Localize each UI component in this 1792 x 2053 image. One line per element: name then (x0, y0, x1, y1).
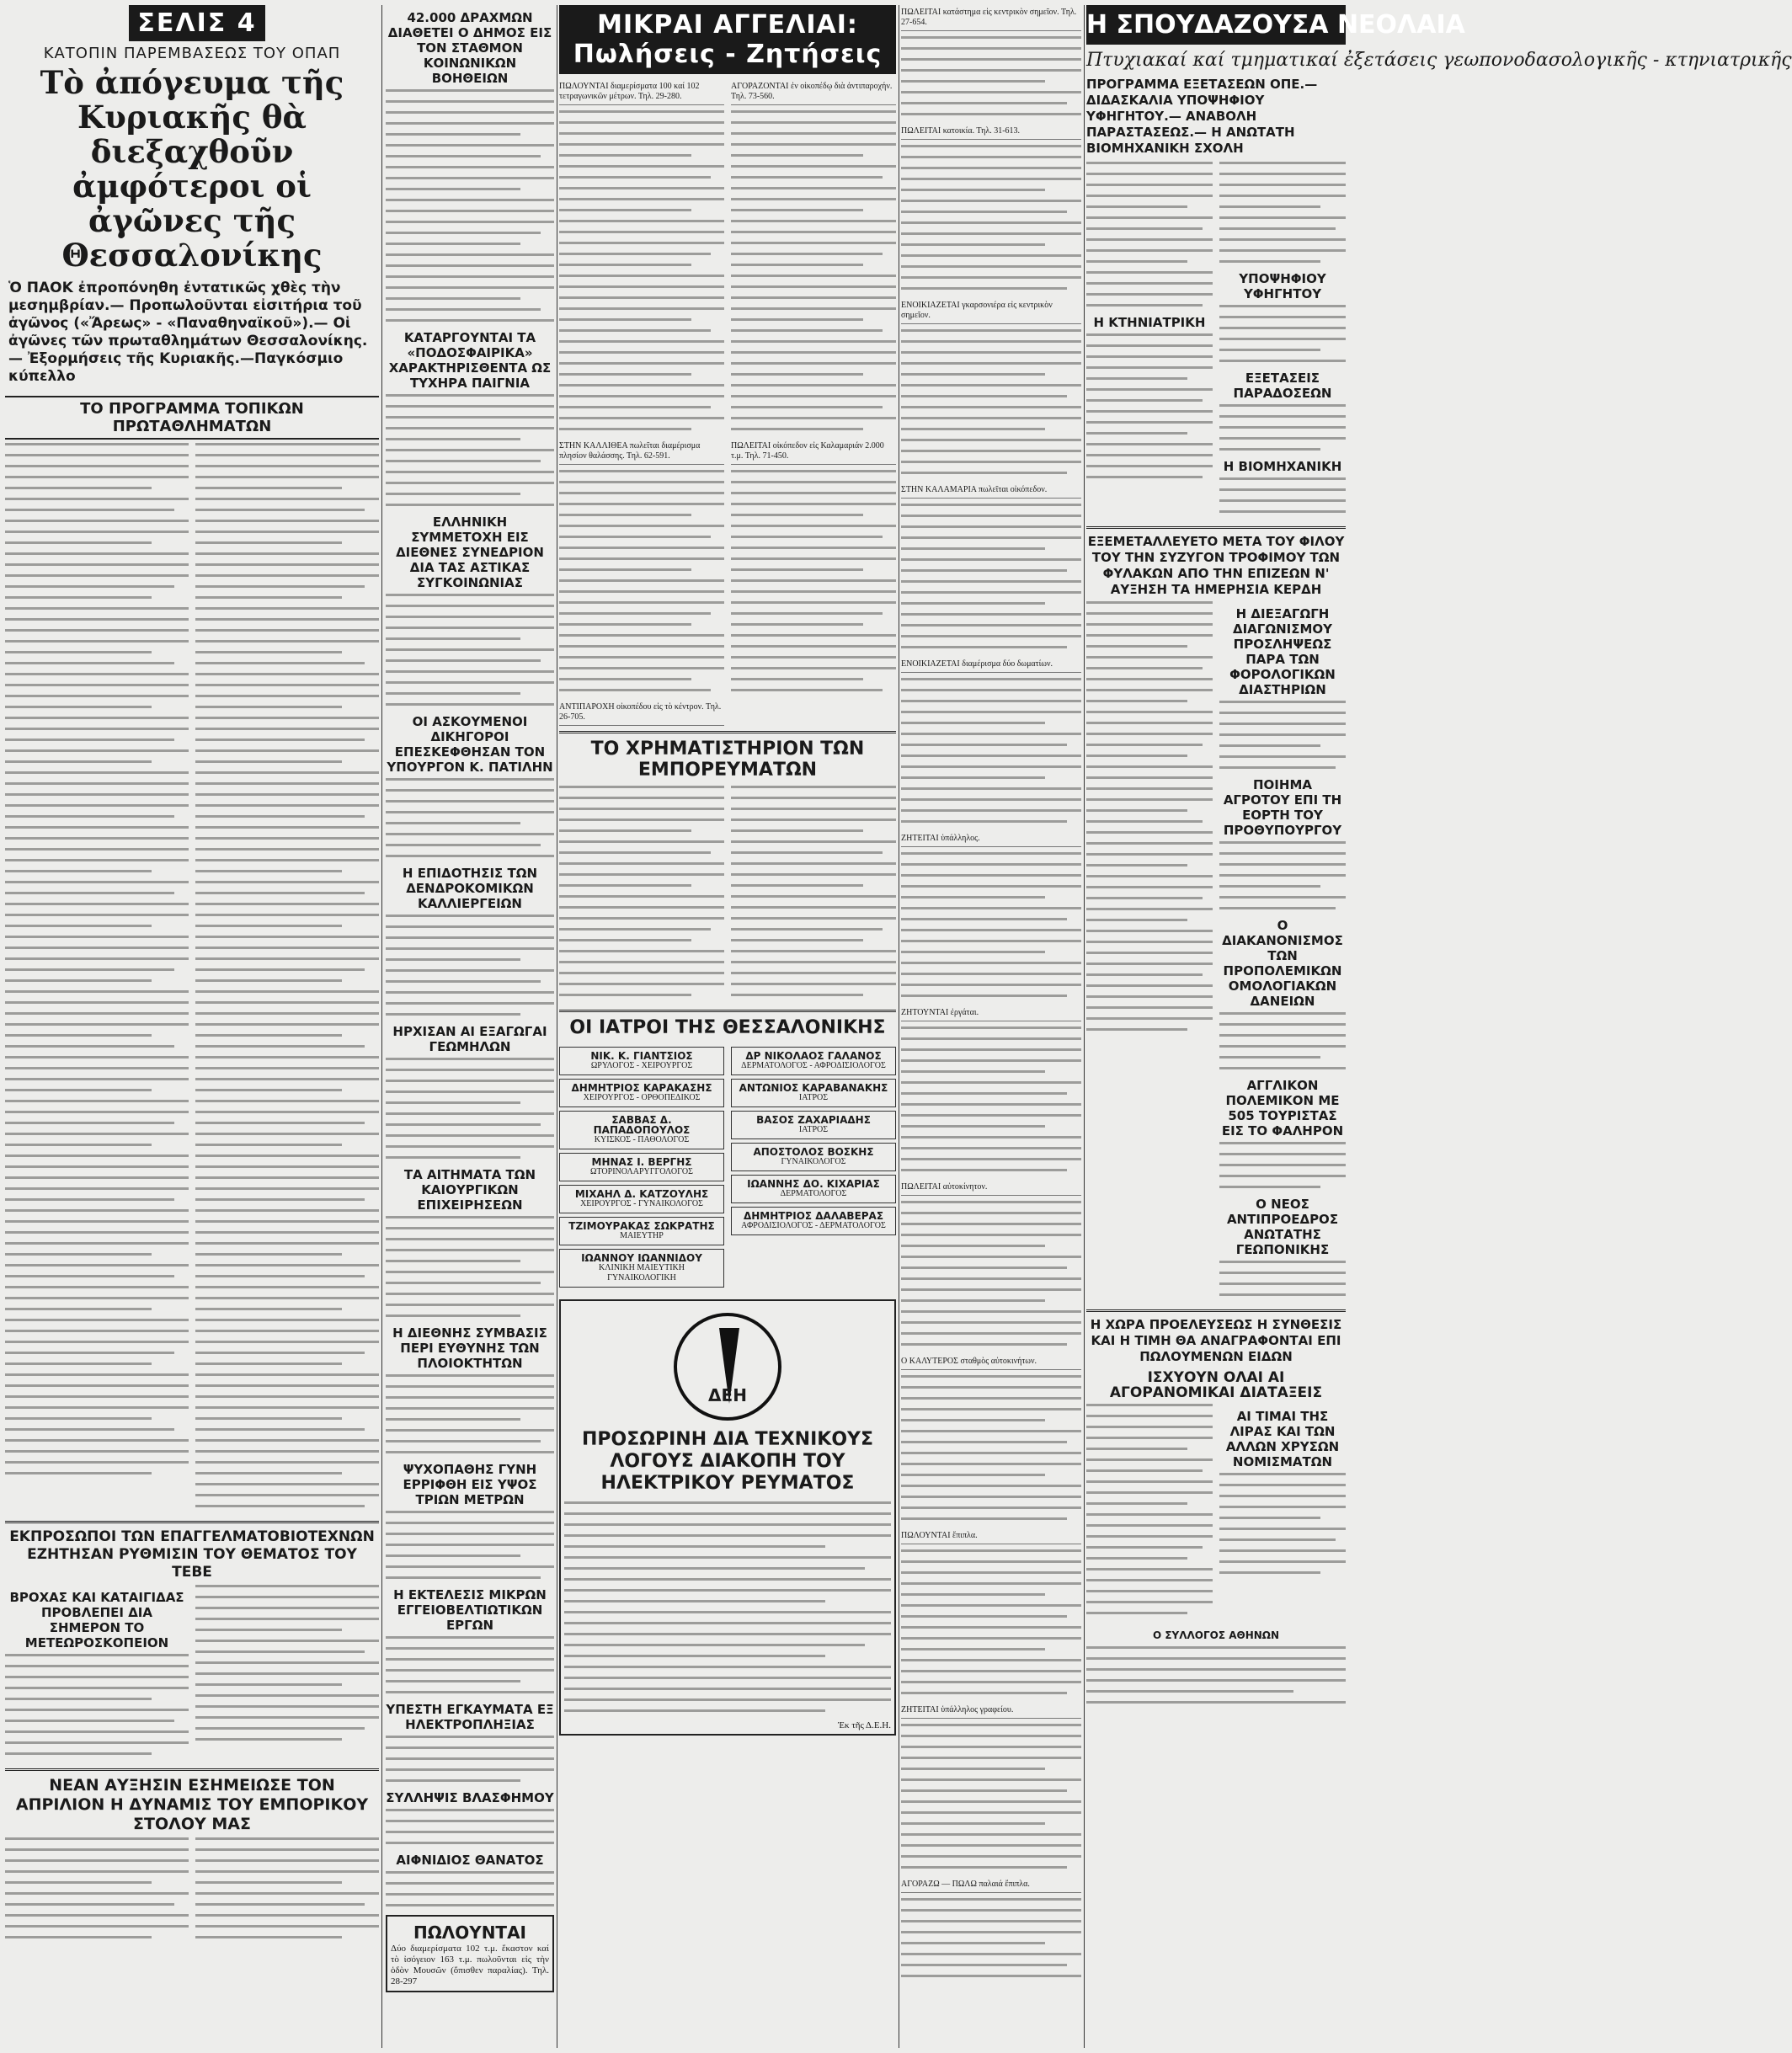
notice-signature: Ἐκ τῆς Δ.Ε.Η. (837, 1720, 891, 1730)
dei-logo-icon: ΔΕΗ (674, 1313, 781, 1421)
origin-labeling-subhead: ΙΣΧΥΟΥΝ ΟΛΑΙ ΑΙ ΑΓΟΡΑΝΟΜΙΚΑΙ ΔΙΑΤΑΞΕΙΣ (1109, 1369, 1323, 1401)
education-deck: Πτυχιακαί καί τμηματικαί ἐξετάσεις γεωπονοδασολογικῆς - κτηνιατρικῆς (1086, 50, 1792, 71)
doctor-card: ΤΖΙΜΟΥΡΑΚΑΣ ΣΩΚΡΑΤΗΣ ΜΑΙΕΥΤΗΡ (559, 1217, 724, 1245)
classified-ad: ΣΤΗΝ ΚΑΛΛΙΘΕΑ πωλεῖται διαμέρισμα πλησίον θαλάσσης. Τηλ. 62-591. (559, 439, 724, 465)
news-headline-1: 42.000 ΔΡΑΧΜΩΝ ΔΙΑΘΕΤΕΙ Ο ΔΗΜΟΣ ΕΙΣ ΤΟΝ ΣΤΑΘΜΟΝ ΚΟΙΝΩΝΙΚΩΝ ΒΟΗΘΕΙΩΝ (387, 10, 552, 86)
doctor-card: ΜΗΝΑΣ Ι. ΒΕΡΓΗΣ ΩΤΟΡΙΝΟΛΑΡΥΓΓΟΛΟΓΟΣ (559, 1153, 724, 1181)
small-ad: ΣΤΗΝ ΚΑΛΑΜΑΡΙΑ πωλεῖται οἰκόπεδον. (901, 483, 1081, 499)
side-headline: ΠΟΙΗΜΑ ΑΓΡΟΤΟΥ ΕΠΙ ΤΗ ΕΟΡΤΗ ΤΟΥ ΠΡΟΘΥΠΟΥΡΓΟΥ (1223, 777, 1342, 838)
masthead-page-number: ΣΕΛΙΣ 4 (129, 5, 265, 41)
doctor-card: ΝΙΚ. Κ. ΓΙΑΝΤΣΙΟΣ ΩΡΥΛΟΓΟΣ - ΧΕΙΡΟΥΡΓΟΣ (559, 1047, 724, 1075)
power-cut-notice (559, 1299, 896, 1736)
news-headline-9: ΨΥΧΟΠΑΘΗΣ ΓΥΝΗ ΕΡΡΙΦΘΗ ΕΙΣ ΥΨΟΣ ΤΡΙΩΝ ΜΕΤΡΩΝ (403, 1462, 537, 1507)
column-news (386, 5, 554, 2048)
bottom-ad-text: Δύο διαμερίσματα 102 τ.μ. ἕκαστον καί τὸ ἰσόγειον 163 τ.μ. πωλοῦνται εἰς τὴν ὁδὸν Μουσῶν (ὄπισθεν παραλίας). Τηλ. 28-297 (391, 1944, 549, 1986)
doctor-card: ΔΗΜΗΤΡΙΟΣ ΔΑΛΑΒΕΡΑΣ ΑΦΡΟΔΙΣΙΟΛΟΓΟΣ - ΔΕΡΜΑΤΟΛΟΓΟΣ (731, 1207, 896, 1235)
classifieds-banner: ΜΙΚΡΑΙ ΑΓΓΕΛΙΑΙ: Πωλήσεις - Ζητήσεις (559, 5, 896, 74)
news-headline-13: ΑΙΦΝΙΔΙΟΣ ΘΑΝΑΤΟΣ (396, 1853, 544, 1868)
kicker-candidate: ΥΠΟΨΗΦΙΟΥ ΥΦΗΓΗΤΟΥ (1239, 271, 1326, 301)
kicker-veterinary: Η ΚΤΗΝΙΑΤΡΙΚΗ (1093, 315, 1206, 330)
side-headline: Ο ΔΙΑΚΑΝΟΝΙΣΜΟΣ ΤΩΝ ΠΡΟΠΟΛΕΜΙΚΩΝ ΟΜΟΛΟΓΙΑΚΩΝ ΔΑΝΕΙΩΝ (1222, 918, 1343, 1009)
education-banner: Η ΣΠΟΥΔΑΖΟΥΣΑ ΝΕΟΛΑΙΑ (1086, 5, 1346, 45)
doctor-card: ΒΑΣΟΣ ΖΑΧΑΡΙΑΔΗΣ ΙΑΤΡΟΣ (731, 1111, 896, 1139)
small-ad: ΖΗΤΕΙΤΑΙ ὑπάλληλος. (901, 831, 1081, 847)
doctor-card: ΜΙΧΑΗΛ Δ. ΚΑΤΖΟΥΛΗΣ ΧΕΙΡΟΥΡΓΟΣ - ΓΥΝΑΙΚΟΛΟΓΟΣ (559, 1185, 724, 1213)
news-headline-6: ΗΡΧΙΣΑΝ ΑΙ ΕΞΑΓΩΓΑΙ ΓΕΩΜΗΛΩΝ (392, 1024, 547, 1054)
small-ad: ΕΝΟΙΚΙΑΖΕΤΑΙ διαμέρισμα δύο δωματίων. (901, 657, 1081, 673)
stock-exchange-heading: ΤΟ ΧΡΗΜΑΤΙΣΤΗΡΙΟΝ ΤΩΝ ΕΜΠΟΡΕΥΜΑΤΩΝ (590, 739, 865, 781)
merchant-fleet-headline: ΝΕΑΝ ΑΥΞΗΣΙΝ ΕΣΗΜΕΙΩΣΕ ΤΟΝ ΑΠΡΙΛΙΟΝ Η ΔΥΝΑΜΙΣ ΤΟΥ ΕΜΠΟΡΙΚΟΥ ΣΤΟΛΟΥ ΜΑΣ (15, 1776, 369, 1833)
news-headline-3: ΕΛΛΗΝΙΚΗ ΣΥΜΜΕΤΟΧΗ ΕΙΣ ΔΙΕΘΝΕΣ ΣΥΝΕΔΡΙΟΝ ΔΙΑ ΤΑΣ ΑΣΤΙΚΑΣ ΣΥΓΚΟΙΝΩΝΙΑΣ (396, 515, 544, 590)
doctor-card: ΙΩΑΝΝΗΣ ΔΟ. ΚΙΧΑΡΙΑΣ ΔΕΡΜΑΤΟΛΟΓΟΣ (731, 1175, 896, 1203)
notice-title: ΠΡΟΣΩΡΙΝΗ ΔΙΑ ΤΕΧΝΙΚΟΥΣ ΛΟΓΟΥΣ ΔΙΑΚΟΠΗ ΤΟΥ ΗΛΕΚΤΡΙΚΟΥ ΡΕΥΜΑΤΟΣ (582, 1429, 873, 1494)
association-heading: Ο ΣΥΛΛΟΓΟΣ ΑΘΗΝΩΝ (1152, 1629, 1280, 1641)
gold-prices-headline: ΑΙ ΤΙΜΑΙ ΤΗΣ ΛΙΡΑΣ ΚΑΙ ΤΩΝ ΑΛΛΩΝ ΧΡΥΣΩΝ ΝΟΜΙΣΜΑΤΩΝ (1225, 1409, 1340, 1469)
news-headline-2: ΚΑΤΑΡΓΟΥΝΤΑΙ ΤΑ «ΠΟΔΟΣΦΑΙΡΙΚΑ» ΧΑΡΑΚΤΗΡΙΣΘΕΝΤΑ ΩΣ ΤΥΧΗΡΑ ΠΑΙΓΝΙΑ (388, 330, 552, 391)
doctor-card: ΣΑΒΒΑΣ Δ. ΠΑΠΑΔΟΠΟΥΛΟΣ ΚΥΙΣΚΟΣ - ΠΑΘΟΛΟΓΟΣ (559, 1111, 724, 1149)
small-ad: ΠΩΛΕΙΤΑΙ κατοικία. Τηλ. 31-613. (901, 124, 1081, 140)
classified-ad: ΠΩΛΟΥΝΤΑΙ διαμερίσματα 100 καί 102 τετραγωνικῶν μέτρων. Τηλ. 29-280. (559, 79, 724, 105)
kicker: ΚΑΤΟΠΙΝ ΠΑΡΕΜΒΑΣΕΩΣ ΤΟΥ ΟΠΑΠ (43, 45, 341, 62)
program-heading: ΤΟ ΠΡΟΓΡΑΜΜΑ ΤΟΠΙΚΩΝ ΠΡΩΤΑΘΛΗΜΑΤΩΝ (5, 396, 379, 440)
small-ad: ΕΝΟΙΚΙΑΖΕΤΑΙ γκαρσονιέρα εἰς κεντρικὸν σημεῖον. (901, 298, 1081, 324)
headline-deck: Ὁ ΠΑΟΚ ἐπροπόνηθη ἐντατικῶς χθὲς τὴν μεσημβρίαν.— Προπωλοῦνται εἰσιτήρια τοῦ ἀγῶνος («Ἄρεως» - «Παναθηναϊκοῦ»).— Οἱ ἀγῶνες τῶν πρωταθλημάτων Θεσσαλονίκης.— Ἐξορμήσεις τῆς Κυριακῆς.—Παγκόσμιο κύπελλο (8, 280, 368, 385)
kicker-industrial: Η ΒΙΟΜΗΧΑΝΙΚΗ (1223, 459, 1342, 474)
doctor-card: ΔΗΜΗΤΡΙΟΣ ΚΑΡΑΚΑΣΗΣ ΧΕΙΡΟΥΡΓΟΣ - ΟΡΘΟΠΕΔΙΚΟΣ (559, 1079, 724, 1107)
education-subheads: ΠΡΟΓΡΑΜΜΑ ΕΞΕΤΑΣΕΩΝ ΟΠΕ.— ΔΙΔΑΣΚΑΛΙΑ ΥΠΟΨΗΦΙΟΥ ΥΦΗΓΗΤΟΥ.— ΑΝΑΒΟΛΗ ΠΑΡΑΣΤΑΣΕΩΣ.— Η ΑΝΩΤΑΤΗ ΒΙΟΜΗΧΑΝΙΚΗ ΣΧΟΛΗ (1086, 77, 1318, 156)
news-headline-8: Η ΔΙΕΘΝΗΣ ΣΥΜΒΑΣΙΣ ΠΕΡΙ ΕΥΘΥΝΗΣ ΤΩΝ ΠΛΟΙΟΚΤΗΤΩΝ (392, 1325, 547, 1371)
classified-ad: ΠΩΛΕΙΤΑΙ οἰκόπεδον εἰς Καλαμαριάν 2.000 τ.μ. Τηλ. 71-450. (731, 439, 896, 465)
bottom-ad-heading: ΠΩΛΟΥΝΤΑΙ (413, 1922, 526, 1943)
news-headline-12: ΣΥΛΛΗΨΙΣ ΒΛΑΣΦΗΜΟΥ (386, 1790, 554, 1805)
main-headline: Τὸ ἀπόγευμα τῆς Κυριακῆς θὰ διεξαχθοῦν ἀμφότεροι οἱ ἀγῶνες τῆς Θεσσαλονίκης (40, 64, 344, 274)
column-classifieds (559, 5, 896, 2048)
news-headline-5: Η ΕΠΙΔΟΤΗΣΙΣ ΤΩΝ ΔΕΝΔΡΟΚΟΜΙΚΩΝ ΚΑΛΛΙΕΡΓΕΙΩΝ (402, 866, 538, 911)
small-ad: ΠΩΛΟΥΝΤΑΙ ἔπιπλα. (901, 1528, 1081, 1544)
doctor-card: ΑΝΤΩΝΙΟΣ ΚΑΡΑΒΑΝΑΚΗΣ ΙΑΤΡΟΣ (731, 1079, 896, 1107)
doctor-card: ΑΠΟΣΤΟΛΟΣ ΒΟΣΚΗΣ ΓΥΝΑΙΚΟΛΟΓΟΣ (731, 1143, 896, 1171)
column-small-ads (901, 5, 1081, 2048)
news-headline-7: ΤΑ ΑΙΤΗΜΑΤΑ ΤΩΝ ΚΑΙΟΥΡΓΙΚΩΝ ΕΠΙΧΕΙΡΗΣΕΩΝ (403, 1167, 536, 1213)
side-headline: Η ΔΙΕΞΑΓΩΓΗ ΔΙΑΓΩΝΙΣΜΟΥ ΠΡΟΣΛΗΨΕΩΣ ΠΑΡΑ ΤΩΝ ΦΟΡΟΛΟΓΙΚΩΝ ΔΙΑΣΤΗΡΙΩΝ (1229, 606, 1336, 697)
small-ad: ΖΗΤΕΙΤΑΙ ὑπάλληλος γραφείου. (901, 1703, 1081, 1719)
side-headline: ΑΓΓΛΙΚΟΝ ΠΟΛΕΜΙΚΟΝ ΜΕ 505 ΤΟΥΡΙΣΤΑΣ ΕΙΣ ΤΟ ΦΑΛΗΡΟΝ (1221, 1078, 1344, 1138)
small-ad: ΑΓΟΡΑΖΩ — ΠΩΛΩ παλαιά ἔπιπλα. (901, 1877, 1081, 1893)
small-ad: ΠΩΛΕΙΤΑΙ αὐτοκίνητον. (901, 1180, 1081, 1196)
small-ad: Ο ΚΑΛΥΤΕΡΟΣ σταθμὸς αὐτοκινήτων. (901, 1354, 1081, 1370)
doctors-directory (559, 1043, 896, 1291)
classified-ad: ΑΝΤΙΠΑΡΟΧΗ οἰκοπέδου εἰς τὸ κέντρον. Τηλ. 26-705. (559, 700, 724, 726)
origin-labeling-headline: Η ΧΩΡΑ ΠΡΟΕΛΕΥΣΕΩΣ Η ΣΥΝΘΕΣΙΣ ΚΑΙ Η ΤΙΜΗ ΘΑ ΑΝΑΓΡΑΦΟΝΤΑΙ ΕΠΙ ΠΩΛΟΥΜΕΝΩΝ ΕΙΔΩΝ (1090, 1317, 1342, 1364)
news-headline-11: ΥΠΕΣΤΗ ΕΓΚΑΥΜΑΤΑ ΕΞ ΗΛΕΚΤΡΟΠΛΗΞΙΑΣ (386, 1702, 554, 1732)
kicker-exams: ΕΞΕΤΑΣΕΙΣ ΠΑΡΑΔΟΣΕΩΝ (1233, 371, 1332, 401)
bottom-ad-box (386, 1915, 554, 1992)
sports-article-body (5, 443, 379, 1516)
small-ad: ΠΩΛΕΙΤΑΙ κατάστημα εἰς κεντρικὸν σημεῖον. Τηλ. 27-654. (901, 5, 1081, 31)
column-sports (5, 5, 379, 2048)
news-headline-10: Η ΕΚΤΕΛΕΣΙΣ ΜΙΚΡΩΝ ΕΓΓΕΙΟΒΕΛΤΙΩΤΙΚΩΝ ΕΡΓΩΝ (393, 1587, 547, 1633)
small-ad: ΖΗΤΟΥΝΤΑΙ ἐργάται. (901, 1005, 1081, 1021)
tebe-headline: ΕΚΠΡΟΣΩΠΟΙ ΤΩΝ ΕΠΑΓΓΕΛΜΑΤΟΒΙΟΤΕΧΝΩΝ ΕΖΗΤΗΣΑΝ ΡΥΘΜΙΣΙΝ ΤΟΥ ΘΕΜΑΤΟΣ ΤΟΥ ΤΕΒΕ (9, 1528, 375, 1581)
doctors-heading: ΟΙ ΙΑΤΡΟΙ ΤΗΣ ΘΕΣΣΑΛΟΝΙΚΗΣ (569, 1017, 886, 1038)
exploitation-headline: ΕΞΕΜΕΤΑΛΛΕΥΕΤΟ ΜΕΤΑ ΤΟΥ ΦΙΛΟΥ ΤΟΥ ΤΗΝ ΣΥΖΥΓΟΝ ΤΡΟΦΙΜΟΥ ΤΩΝ ΦΥΛΑΚΩΝ ΑΠΟ ΤΗΝ ΕΠΙΖΕΩΝ Ν' ΑΥΞΗΣΗ ΤΑ ΗΜΕΡΗΣΙΑ ΚΕΡΔΗ (1087, 534, 1345, 597)
doctor-card: ΔΡ ΝΙΚΟΛΑΟΣ ΓΑΛΑΝΟΣ ΔΕΡΜΑΤΟΛΟΓΟΣ - ΑΦΡΟΔΙΣΙΟΛΟΓΟΣ (731, 1047, 896, 1075)
weather-headline: ΒΡΟΧΑΣ ΚΑΙ ΚΑΤΑΙΓΙΔΑΣ ΠΡΟΒΛΕΠΕΙ ΔΙΑ ΣΗΜΕΡΟΝ ΤΟ ΜΕΤΕΩΡΟΣΚΟΠΕΙΟΝ (9, 1590, 184, 1650)
side-headline: Ο ΝΕΟΣ ΑΝΤΙΠΡΟΕΔΡΟΣ ΑΝΩΤΑΤΗΣ ΓΕΩΠΟΝΙΚΗΣ (1226, 1197, 1339, 1257)
news-headline-4: ΟΙ ΑΣΚΟΥΜΕΝΟΙ ΔΙΚΗΓΟΡΟΙ ΕΠΕΣΚΕΦΘΗΣΑΝ ΤΟΝ ΥΠΟΥΡΓΟΝ Κ. ΠΑΤΙΛΗΝ (387, 714, 553, 775)
doctor-card: ΙΩΑΝΝΟΥ ΙΩΑΝΝΙΔΟΥ ΚΛΙΝΙΚΗ ΜΑΙΕΥΤΙΚΗ ΓΥΝΑΙΚΟΛΟΓΙΚΗ (559, 1249, 724, 1288)
classified-ad: ΑΓΟΡΑΖΟΝΤΑΙ ἐν οἰκοπέδῳ διὰ ἀντιπαροχήν. Τηλ. 73-560. (731, 79, 896, 105)
column-education (1086, 5, 1792, 2048)
